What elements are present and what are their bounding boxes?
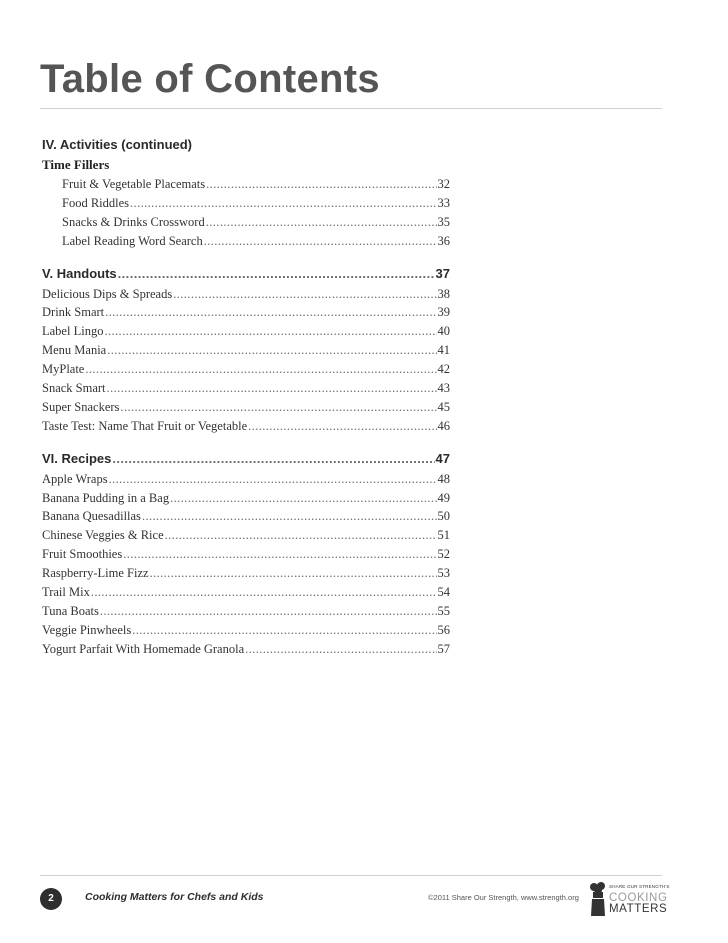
section-heading-activities: IV. Activities (continued) <box>42 137 193 152</box>
toc-entry[interactable] <box>42 285 450 304</box>
toc-entry-page: 45 <box>437 399 450 414</box>
toc-entry-page: 35 <box>437 214 450 229</box>
toc-entry-label: Fruit & Vegetable Placemats <box>62 177 206 191</box>
dot-leader <box>109 470 437 489</box>
dot-leader <box>107 379 437 398</box>
dot-leader <box>130 194 436 213</box>
dot-leader <box>173 285 436 304</box>
toc-entry-page: 57 <box>437 641 450 656</box>
toc-entry-page: 39 <box>437 305 450 320</box>
toc-entry-label: Apple Wraps <box>42 471 108 486</box>
toc-entry-page: 38 <box>437 286 450 301</box>
toc-entry-label: Yogurt Parfait With Homemade Granola <box>42 641 245 656</box>
chef-hat-icon <box>589 882 607 918</box>
toc-entry-label: Drink Smart <box>42 305 105 320</box>
logo-tagline: SHARE OUR STRENGTH'S <box>609 884 670 889</box>
toc-entry-label: Super Snackers <box>42 399 120 414</box>
toc-entry[interactable] <box>42 232 450 251</box>
toc-entry-label: Food Riddles <box>62 195 130 210</box>
toc-entry[interactable] <box>42 640 450 659</box>
toc-entry-label: Banana Pudding in a Bag <box>42 490 170 505</box>
footer-copyright: ©2011 Share Our Strength, www.strength.org <box>428 893 579 902</box>
toc-entry-page: 36 <box>437 233 450 248</box>
footer-book-title: Cooking Matters for Chefs and Kids <box>85 891 264 903</box>
toc-entry-label: Snacks & Drinks Crossword <box>62 214 205 229</box>
logo-word-cooking: COOKING <box>609 892 668 904</box>
dot-leader <box>112 448 434 470</box>
page-number-badge: 2 <box>40 888 62 910</box>
section-heading-page: 47 <box>435 450 450 466</box>
dot-leader <box>248 417 436 436</box>
toc-entry-label: Fruit Smoothies <box>42 547 123 562</box>
dot-leader <box>120 398 436 417</box>
section-heading-label: VI. Recipes <box>42 450 112 466</box>
toc-entry[interactable] <box>42 213 450 232</box>
toc-entry-label: Trail Mix <box>42 585 90 600</box>
toc-entry-label: Snack Smart <box>42 381 106 396</box>
toc-entry-page: 56 <box>437 622 450 637</box>
toc-entry-label: Taste Test: Name That Fruit or Vegetable <box>42 418 248 433</box>
toc-entry-page: 42 <box>437 362 450 377</box>
toc-entry-label: Label Lingo <box>42 324 104 339</box>
dot-leader <box>165 526 437 545</box>
toc-entry-page: 33 <box>437 195 450 210</box>
toc-entry[interactable] <box>42 379 450 398</box>
toc-entry-page: 53 <box>437 566 450 581</box>
table-of-contents <box>42 135 450 659</box>
section-heading-handouts[interactable] <box>42 263 450 285</box>
toc-entry-label: Tuna Boats <box>42 603 99 618</box>
toc-entry-label: Chinese Veggies & Rice <box>42 528 164 543</box>
toc-entry[interactable] <box>42 583 450 602</box>
dot-leader <box>170 489 436 508</box>
toc-entry-label: Banana Quesadillas <box>42 509 141 524</box>
dot-leader <box>104 322 436 341</box>
toc-entry[interactable] <box>42 417 450 436</box>
dot-leader <box>105 303 436 322</box>
dot-leader <box>91 583 437 602</box>
toc-entry[interactable] <box>42 545 450 564</box>
toc-entry[interactable] <box>42 489 450 508</box>
toc-entry-label: Label Reading Word Search <box>62 233 203 248</box>
toc-entry[interactable] <box>42 602 450 621</box>
title-divider <box>40 108 662 109</box>
dot-leader <box>132 621 436 640</box>
section-heading-page: 37 <box>435 265 450 281</box>
toc-entry[interactable] <box>42 194 450 213</box>
toc-entry[interactable] <box>42 175 450 194</box>
toc-entry-label: Raspberry-Lime Fizz <box>42 566 149 581</box>
toc-entry[interactable] <box>42 322 450 341</box>
toc-entry[interactable] <box>42 303 450 322</box>
dot-leader <box>123 545 436 564</box>
toc-entry-label: Veggie Pinwheels <box>42 622 132 637</box>
cooking-matters-logo <box>589 880 689 920</box>
toc-entry-page: 52 <box>437 547 450 562</box>
toc-entry[interactable] <box>42 360 450 379</box>
footer-divider <box>40 875 662 876</box>
toc-entry-page: 41 <box>437 343 450 358</box>
toc-entry-page: 43 <box>437 381 450 396</box>
toc-entry[interactable] <box>42 341 450 360</box>
logo-word-matters: MATTERS <box>609 903 668 915</box>
toc-entry[interactable] <box>42 564 450 583</box>
toc-entry-page: 48 <box>437 471 450 486</box>
subsection-heading-time-fillers: Time Fillers <box>42 157 110 172</box>
toc-entry-label: Menu Mania <box>42 343 107 358</box>
dot-leader <box>206 175 436 194</box>
toc-entry-page: 49 <box>437 490 450 505</box>
dot-leader <box>100 602 437 621</box>
toc-entry-page: 50 <box>437 509 450 524</box>
toc-entry-label: MyPlate <box>42 362 85 377</box>
toc-entry[interactable] <box>42 398 450 417</box>
toc-entry[interactable] <box>42 470 450 489</box>
dot-leader <box>118 263 435 285</box>
toc-entry-page: 54 <box>437 585 450 600</box>
toc-entry[interactable] <box>42 526 450 545</box>
toc-entry-label: Delicious Dips & Spreads <box>42 286 173 301</box>
toc-entry[interactable] <box>42 621 450 640</box>
dot-leader <box>142 507 437 526</box>
toc-entry-page: 51 <box>437 528 450 543</box>
section-heading-recipes[interactable] <box>42 448 450 470</box>
toc-entry-page: 55 <box>437 603 450 618</box>
toc-entry-page: 32 <box>437 177 450 191</box>
dot-leader <box>85 360 436 379</box>
page-title: Table of Contents <box>40 57 380 101</box>
dot-leader <box>206 213 437 232</box>
dot-leader <box>150 564 437 583</box>
dot-leader <box>107 341 436 360</box>
dot-leader <box>245 640 436 659</box>
dot-leader <box>204 232 437 251</box>
toc-entry[interactable] <box>42 507 450 526</box>
toc-entry-page: 40 <box>437 324 450 339</box>
toc-entry-page: 46 <box>437 418 450 433</box>
section-heading-label: V. Handouts <box>42 265 117 281</box>
